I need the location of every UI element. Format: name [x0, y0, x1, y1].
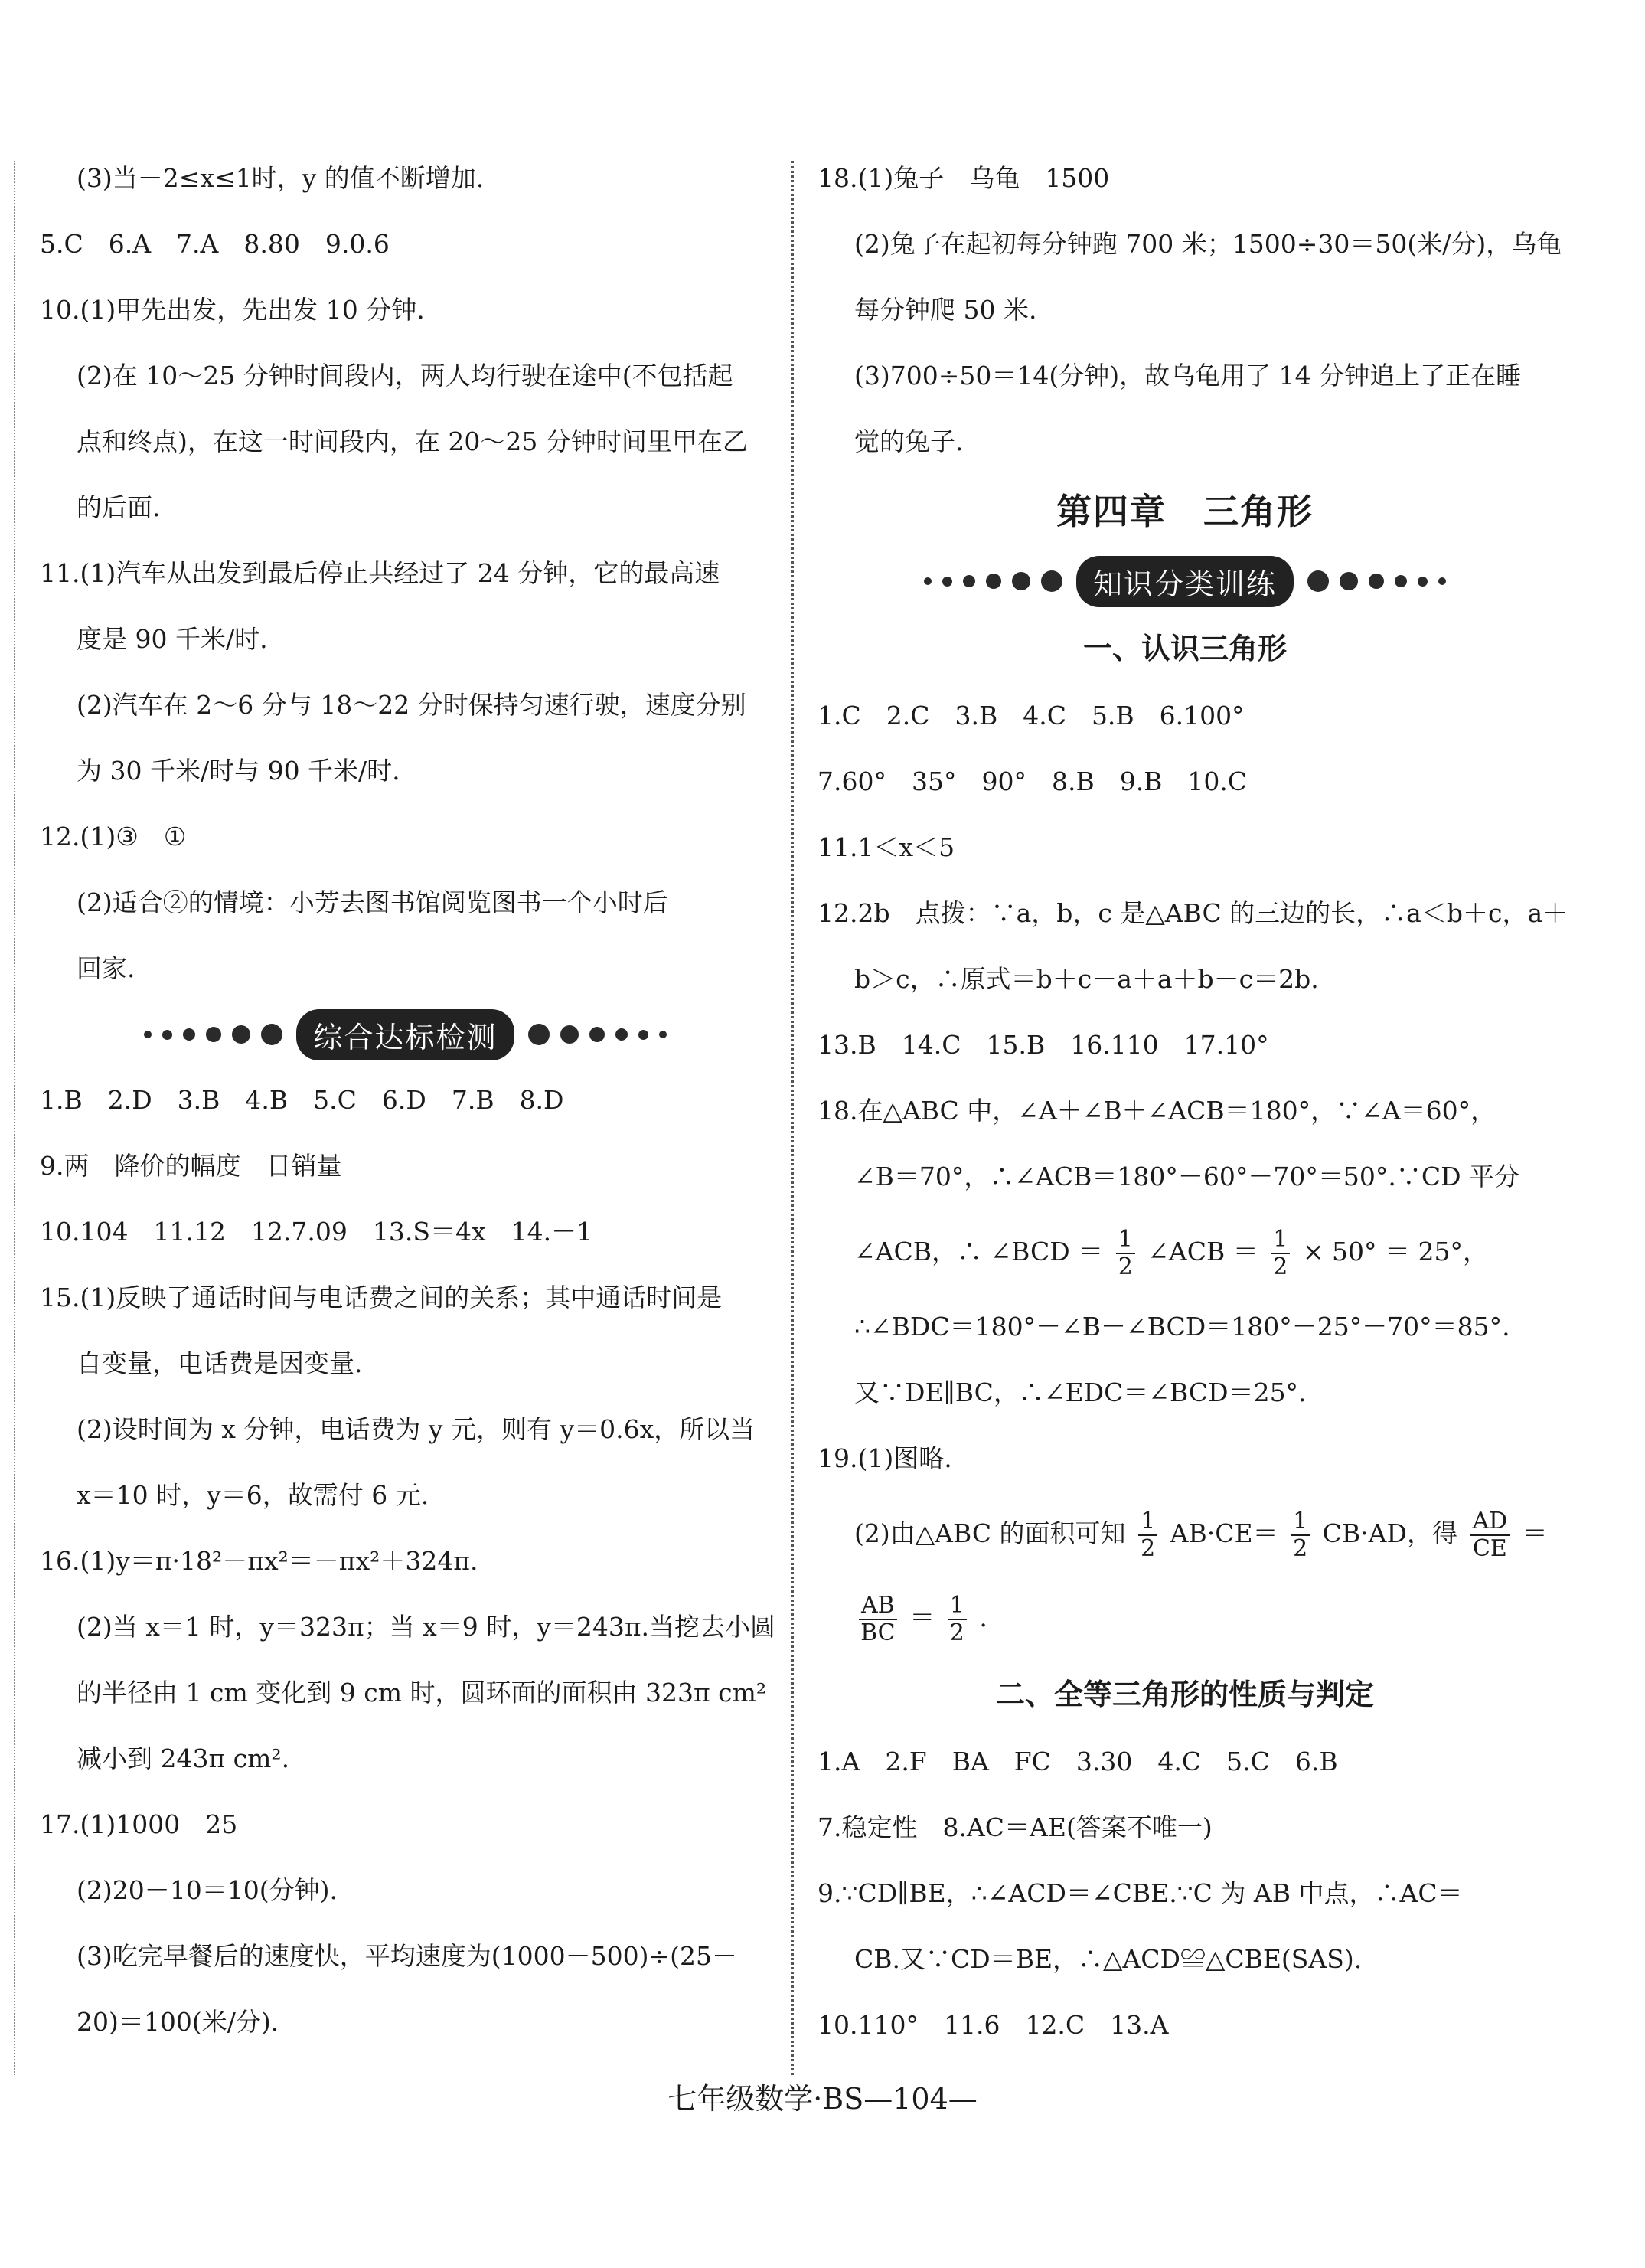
banner-dots-left [144, 1024, 282, 1045]
answer-line: 11.(1)汽车从出发到最后停止共经过了 24 分钟，它的最高速 [40, 558, 720, 588]
answer-line-fraction [818, 1492, 1552, 1576]
answer-line: 10.104 11.12 12.7.09 13.S＝4x 14.－1 [40, 1217, 593, 1247]
denominator: 2 [1118, 1253, 1133, 1280]
answer-line: (2)设时间为 x 分钟，电话费为 y 元，则有 y＝0.6x，所以当 [77, 1414, 756, 1444]
text-segment: ∠ACB ＝ [1147, 1237, 1258, 1266]
answer-line: 又∵DE∥BC，∴∠EDC＝∠BCD＝25°. [854, 1377, 1307, 1407]
answer-line: 17.(1)1000 25 [40, 1809, 238, 1839]
answer-line: 度是 90 千米/时. [77, 624, 268, 654]
page-footer: 七年级数学·BS—104— [667, 2082, 978, 2116]
text-segment: . [979, 1603, 987, 1632]
banner-label: 综合达标检测 [296, 1009, 514, 1060]
denominator: 2 [1293, 1535, 1308, 1562]
numerator: 1 [1116, 1227, 1135, 1254]
answer-line: 20)＝100(米/分). [77, 2007, 279, 2037]
answer-line: 每分钟爬 50 米. [854, 295, 1037, 325]
text-segment: AB·CE＝ [1170, 1518, 1278, 1548]
left-column [40, 145, 776, 2055]
answer-line: 11.1＜x＜5 [818, 832, 955, 862]
text-segment: ＝ [909, 1603, 935, 1632]
right-column [818, 145, 1568, 2058]
answer-line: 1.C 2.C 3.B 4.C 5.B 6.100° [818, 701, 1245, 730]
answer-line: 点和终点)，在这一时间段内，在 20～25 分钟时间里甲在乙 [77, 426, 748, 456]
answer-line: 觉的兔子. [854, 426, 964, 456]
column-divider [791, 161, 794, 2075]
text-segment: ∠ACB，∴ ∠BCD ＝ [854, 1237, 1104, 1266]
answer-line: ∠B＝70°，∴∠ACB＝180°－60°－70°＝50°.∵CD 平分 [854, 1162, 1520, 1191]
answer-line: 自变量，电话费是因变量. [77, 1348, 363, 1378]
numerator: 1 [1291, 1508, 1310, 1536]
answer-line: 19.(1)图略. [818, 1443, 952, 1473]
section-title: 二、全等三角形的性质与判定 [995, 1678, 1374, 1711]
text-segment: × 50° ＝ 25°， [1302, 1237, 1488, 1266]
answer-line: 10.110° 11.6 12.C 13.A [818, 2010, 1169, 2040]
banner-label: 知识分类训练 [1076, 556, 1294, 607]
answer-line: 18.(1)兔子 乌龟 1500 [818, 163, 1110, 193]
left-margin-rule [14, 161, 15, 2075]
section-banner [818, 548, 1552, 614]
chapter-title: 第四章 三角形 [1056, 491, 1314, 532]
numerator: 1 [1271, 1227, 1290, 1254]
answer-line: 7.60° 35° 90° 8.B 9.B 10.C [818, 766, 1248, 796]
answer-line-fraction [818, 1576, 1552, 1660]
answer-line: 的后面. [77, 492, 161, 522]
answer-line: (3)700÷50＝14(分钟)，故乌龟用了 14 分钟追上了正在睡 [854, 361, 1522, 391]
text-segment: CB·AD，得 [1322, 1518, 1457, 1548]
numerator: 1 [1138, 1508, 1157, 1536]
text-segment: ＝ [1522, 1518, 1548, 1548]
fraction-half [1138, 1508, 1157, 1562]
fraction-ad-ce [1470, 1508, 1510, 1562]
answer-line: 15.(1)反映了通话时间与电话费之间的关系；其中通话时间是 [40, 1283, 723, 1312]
answer-line: 12.(1)③ ① [40, 822, 187, 851]
banner-dots-right [528, 1024, 667, 1045]
denominator: 2 [1273, 1253, 1288, 1280]
fraction-half [948, 1593, 967, 1646]
answer-line: (2)在 10～25 分钟时间段内，两人均行驶在途中(不包括起 [77, 361, 733, 391]
answer-line: (2)20－10＝10(分钟). [77, 1875, 338, 1905]
answer-line: 减小到 243π cm². [77, 1743, 290, 1773]
section-banner [40, 1002, 771, 1067]
denominator: CE [1472, 1535, 1507, 1562]
banner-dots-left [924, 570, 1062, 592]
answer-line: 的半径由 1 cm 变化到 9 cm 时，圆环面的面积由 323π cm² [77, 1678, 767, 1708]
answer-line: 为 30 千米/时与 90 千米/时. [77, 756, 400, 786]
answer-line-fraction [818, 1210, 1552, 1294]
answer-line: 回家. [77, 953, 135, 983]
answer-line: CB.又∵CD＝BE，∴△ACD≌△CBE(SAS). [854, 1944, 1363, 1974]
answer-line: b＞c，∴原式＝b＋c－a＋a＋b－c＝2b. [854, 964, 1319, 994]
banner-dots-right [1307, 570, 1446, 592]
numerator: AB [859, 1593, 897, 1620]
answer-line: 9.两 降价的幅度 日销量 [40, 1151, 342, 1181]
answer-line: (2)当 x＝1 时，y＝323π；当 x＝9 时，y＝243π.当挖去小圆 [77, 1612, 776, 1642]
text-segment: (2)由△ABC 的面积可知 [854, 1518, 1126, 1548]
denominator: 2 [949, 1619, 964, 1646]
answer-line: (3)吃完早餐后的速度快，平均速度为(1000－500)÷(25－ [77, 1941, 737, 1971]
answer-line: 12.2b 点拨：∵a，b，c 是△ABC 的三边的长，∴a＜b＋c，a＋ [818, 898, 1568, 928]
answer-line: (2)兔子在起初每分钟跑 700 米；1500÷30＝50(米/分)，乌龟 [854, 229, 1562, 259]
numerator: 1 [948, 1593, 967, 1620]
answer-line: 9.∵CD∥BE，∴∠ACD＝∠CBE.∵C 为 AB 中点，∴AC＝ [818, 1878, 1463, 1908]
fraction-half [1291, 1508, 1310, 1562]
fraction-ab-bc [859, 1593, 897, 1646]
answer-line: 1.B 2.D 3.B 4.B 5.C 6.D 7.B 8.D [40, 1085, 564, 1115]
answer-line: 13.B 14.C 15.B 16.110 17.10° [818, 1030, 1269, 1060]
answer-line: (2)汽车在 2～6 分与 18～22 分时保持匀速行驶，速度分别 [77, 690, 746, 720]
answer-line: 5.C 6.A 7.A 8.80 9.0.6 [40, 229, 390, 259]
answer-line: 10.(1)甲先出发，先出发 10 分钟. [40, 295, 425, 325]
numerator: AD [1470, 1508, 1510, 1536]
section-title: 一、认识三角形 [1082, 632, 1287, 665]
answer-line: 16.(1)y＝π·18²－πx²＝－πx²＋324π. [40, 1546, 478, 1576]
answer-line: 1.A 2.F BA FC 3.30 4.C 5.C 6.B [818, 1747, 1338, 1776]
fraction-half [1116, 1227, 1135, 1280]
answer-line: 7.稳定性 8.AC＝AE(答案不唯一) [818, 1812, 1213, 1842]
answer-line: (2)适合②的情境：小芳去图书馆阅览图书一个小时后 [77, 887, 668, 917]
denominator: 2 [1141, 1535, 1156, 1562]
answer-line: ∴∠BDC＝180°－∠B－∠BCD＝180°－25°－70°＝85°. [854, 1312, 1510, 1342]
denominator: BC [860, 1619, 896, 1646]
answer-line: (3)当－2≤x≤1时，y 的值不断增加. [77, 163, 485, 193]
fraction-half [1271, 1227, 1290, 1280]
answer-line: x＝10 时，y＝6，故需付 6 元. [77, 1480, 429, 1510]
answer-line: 18.在△ABC 中，∠A＋∠B＋∠ACB＝180°，∵∠A＝60°， [818, 1096, 1496, 1126]
